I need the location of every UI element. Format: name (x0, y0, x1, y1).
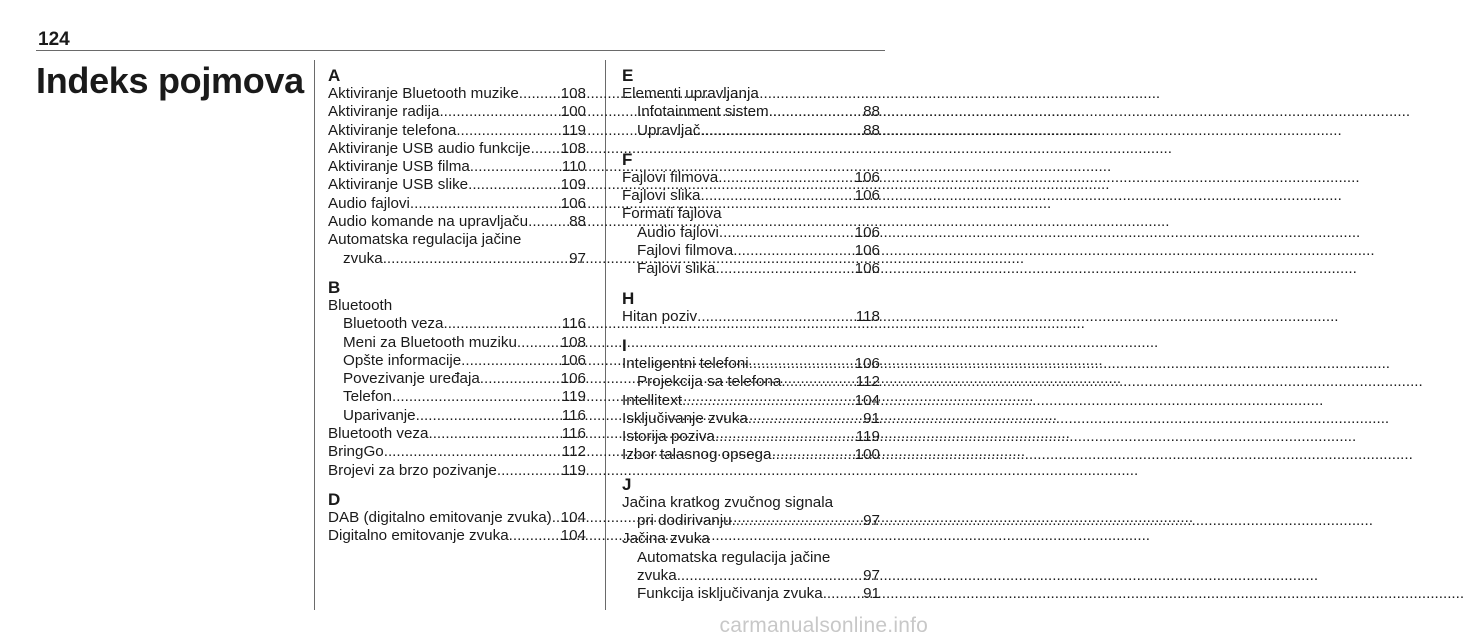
dot-leader (461, 352, 559, 370)
index-entry (328, 103, 586, 121)
page-reference: 106 (854, 187, 880, 205)
dot-leader (531, 140, 560, 158)
index-term: Fajlovi filmova (637, 242, 734, 260)
index-term: Fajlovi slika (622, 187, 701, 205)
page-reference: 91 (863, 409, 880, 427)
index-term: Aktiviranje radija (328, 103, 440, 121)
page-reference: 88 (569, 213, 586, 231)
index-entry (328, 140, 586, 158)
index-entry (622, 392, 880, 410)
page-reference: 100 (560, 103, 586, 121)
index-term: zvuka (343, 249, 383, 267)
index-term: Infotainment sistem (637, 103, 769, 121)
dot-leader (519, 85, 560, 103)
index-entry (328, 509, 586, 527)
header-rule (36, 50, 885, 51)
page-reference: 106 (854, 354, 880, 372)
page-reference: 97 (863, 512, 880, 530)
index-entry (622, 512, 880, 530)
index-term: Formati fajlova (622, 205, 722, 223)
index-entry (622, 494, 880, 512)
index-entry (622, 205, 880, 223)
dot-leader (456, 122, 560, 140)
index-entry (328, 334, 586, 352)
page-reference: 97 (569, 249, 586, 267)
index-entry (622, 373, 880, 391)
index-entry (622, 355, 880, 373)
index-term: Funkcija isključivanja zvuka (637, 585, 823, 603)
dot-leader (781, 373, 854, 391)
page-reference: 106 (854, 242, 880, 260)
index-term: Aktiviranje telefona (328, 121, 457, 139)
index-term: Opšte informacije (343, 351, 462, 369)
index-term: Brojevi za brzo pozivanje (328, 461, 497, 479)
index-term: Audio fajlovi (637, 223, 719, 241)
page-reference: 119 (561, 121, 586, 139)
watermark: carmanualsonline.info (719, 614, 928, 637)
index-term: Uparivanje (343, 406, 416, 424)
index-entry (328, 231, 586, 249)
index-term: Aktiviranje USB filma (328, 158, 470, 176)
index-term: zvuka (637, 566, 677, 584)
index-term: BringGo (328, 443, 384, 461)
page-reference: 108 (560, 85, 586, 102)
dot-leader (700, 122, 862, 140)
index-entry (328, 352, 586, 370)
dot-leader (468, 176, 560, 194)
index-term: Upravljač (637, 121, 701, 139)
page-reference: 108 (560, 333, 586, 351)
dot-leader (701, 187, 854, 205)
index-entry (328, 315, 586, 333)
index-entry (328, 195, 586, 213)
index-column-right (622, 66, 880, 604)
index-term: Aktiviranje USB audio funkcije (328, 139, 531, 157)
index-term: Isključivanje zvuka (622, 409, 748, 427)
page-reference: 116 (561, 425, 586, 443)
index-term: Istorija poziva (622, 428, 715, 446)
index-entry (622, 85, 880, 103)
index-term: Digitalno emitovanje zvuka (328, 527, 509, 545)
index-term: Jačina zvuka (622, 530, 710, 548)
index-term: Meni za Bluetooth muziku (343, 333, 517, 351)
index-entry (328, 122, 586, 140)
index-term: Hitan poziv (622, 307, 698, 325)
dot-leader (732, 512, 863, 530)
dot-leader (470, 158, 561, 176)
page-reference: 119 (855, 428, 880, 446)
page-reference: 106 (560, 194, 586, 212)
page-reference: 104 (560, 508, 586, 526)
index-entry (328, 176, 586, 194)
index-entry (622, 549, 880, 567)
index-term: Fajlovi filmova (622, 168, 719, 186)
page-reference: 106 (854, 260, 880, 278)
index-column-left (328, 66, 586, 546)
index-term: DAB (digitalno emitovanje zvuka) (328, 508, 552, 526)
index-entry (328, 425, 586, 443)
page-reference: 106 (560, 351, 586, 369)
dot-leader (718, 169, 853, 187)
dot-leader (410, 195, 560, 213)
page-reference: 119 (561, 461, 586, 479)
index-entry (622, 187, 880, 205)
index-entry (328, 370, 586, 388)
dot-leader (719, 224, 854, 242)
index-letter-heading: J (622, 474, 632, 494)
page-reference: 88 (863, 121, 880, 139)
dot-leader (697, 308, 855, 326)
index-term: Jačina kratkog zvučnog signala (622, 493, 834, 511)
page-reference: 116 (561, 315, 586, 333)
index-term: Intellitext (622, 391, 682, 409)
page-reference: 108 (560, 139, 586, 157)
index-entry (622, 224, 880, 242)
dot-leader (517, 334, 560, 352)
index-term: Aktiviranje Bluetooth muzike (328, 85, 519, 102)
index-term: Povezivanje uređaja (343, 370, 480, 388)
index-term: Aktiviranje USB slike (328, 176, 469, 194)
dot-leader (749, 355, 854, 373)
index-letter-heading: E (622, 66, 634, 85)
index-term: Telefon (343, 388, 392, 406)
dot-leader (733, 242, 853, 260)
column-divider (314, 60, 315, 610)
dot-leader (715, 428, 855, 446)
index-entry (622, 446, 880, 464)
index-entry (622, 428, 880, 446)
page-reference: 104 (854, 391, 880, 409)
index-entry (622, 169, 880, 187)
dot-leader (528, 213, 568, 231)
page-title: Indeks pojmova (36, 60, 304, 101)
index-letter-heading: B (328, 277, 341, 297)
dot-leader (748, 410, 862, 428)
page-reference: 112 (855, 373, 880, 391)
dot-leader (416, 407, 561, 425)
page-reference: 106 (854, 223, 880, 241)
page-reference: 112 (561, 443, 586, 461)
index-entry (328, 85, 586, 103)
index-letter-heading: H (622, 288, 635, 308)
dot-leader (384, 443, 561, 461)
index-letter-heading: D (328, 489, 341, 509)
page-reference: 109 (560, 176, 586, 194)
dot-leader (716, 260, 854, 278)
index-term: pri dodirivanju (637, 512, 732, 530)
index-entry (622, 103, 880, 121)
page-reference: 104 (560, 527, 586, 545)
dot-leader (769, 103, 862, 121)
index-term: Audio fajlovi (328, 194, 410, 212)
dot-leader (823, 585, 862, 603)
page-reference: 88 (863, 103, 880, 121)
page-reference: 106 (560, 370, 586, 388)
dot-leader (771, 446, 853, 464)
index-term: Projekcija sa telefona (637, 373, 782, 391)
index-entry (622, 530, 880, 548)
dot-leader (443, 315, 560, 333)
page-reference: 97 (863, 566, 880, 584)
index-term: Audio komande na upravljaču (328, 213, 529, 231)
index-term: Izbor talasnog opsega (622, 446, 772, 464)
index-term: Elementi upravljanja (622, 85, 759, 102)
dot-leader (480, 370, 560, 388)
index-term: Inteligentni telefoni (622, 354, 749, 372)
index-letter-heading: F (622, 149, 633, 169)
index-term: Bluetooth veza (328, 425, 429, 443)
index-entry (622, 308, 880, 326)
index-entry (622, 585, 880, 603)
page-reference: 91 (863, 585, 880, 603)
page-reference: 119 (561, 388, 586, 406)
dot-leader (497, 462, 561, 480)
index-entry (328, 462, 586, 480)
index-entry (328, 527, 586, 545)
index-term: Bluetooth (328, 296, 393, 314)
page-number: 124 (38, 29, 70, 50)
index-term: Automatska regulacija jačine (637, 548, 831, 566)
index-term: Fajlovi slika (637, 260, 716, 278)
dot-leader (392, 388, 561, 406)
page-reference: 110 (561, 158, 586, 176)
page-reference: 118 (855, 307, 880, 325)
index-entry (328, 213, 586, 231)
dot-leader (677, 567, 862, 585)
dot-leader (509, 527, 560, 545)
dot-leader (682, 392, 854, 410)
index-term: Automatska regulacija jačine (328, 231, 522, 249)
index-entry (622, 242, 880, 260)
index-entry (622, 260, 880, 278)
page-reference: 106 (854, 168, 880, 186)
index-letter-heading: A (328, 66, 341, 85)
index-entry (328, 443, 586, 461)
dot-leader (383, 250, 568, 268)
index-entry (328, 407, 586, 425)
dot-leader (439, 103, 559, 121)
index-letter-heading: I (622, 335, 627, 355)
index-entry (622, 567, 880, 585)
dot-leader (552, 509, 560, 527)
index-term: Bluetooth veza (343, 315, 444, 333)
dot-leader (428, 425, 560, 443)
index-entry (328, 297, 586, 315)
index-entry (622, 410, 880, 428)
page-reference: 100 (854, 446, 880, 464)
index-entry (328, 388, 586, 406)
index-entry (328, 158, 586, 176)
index-entry (622, 122, 880, 140)
index-entry (328, 250, 586, 268)
page-reference: 116 (561, 406, 586, 424)
